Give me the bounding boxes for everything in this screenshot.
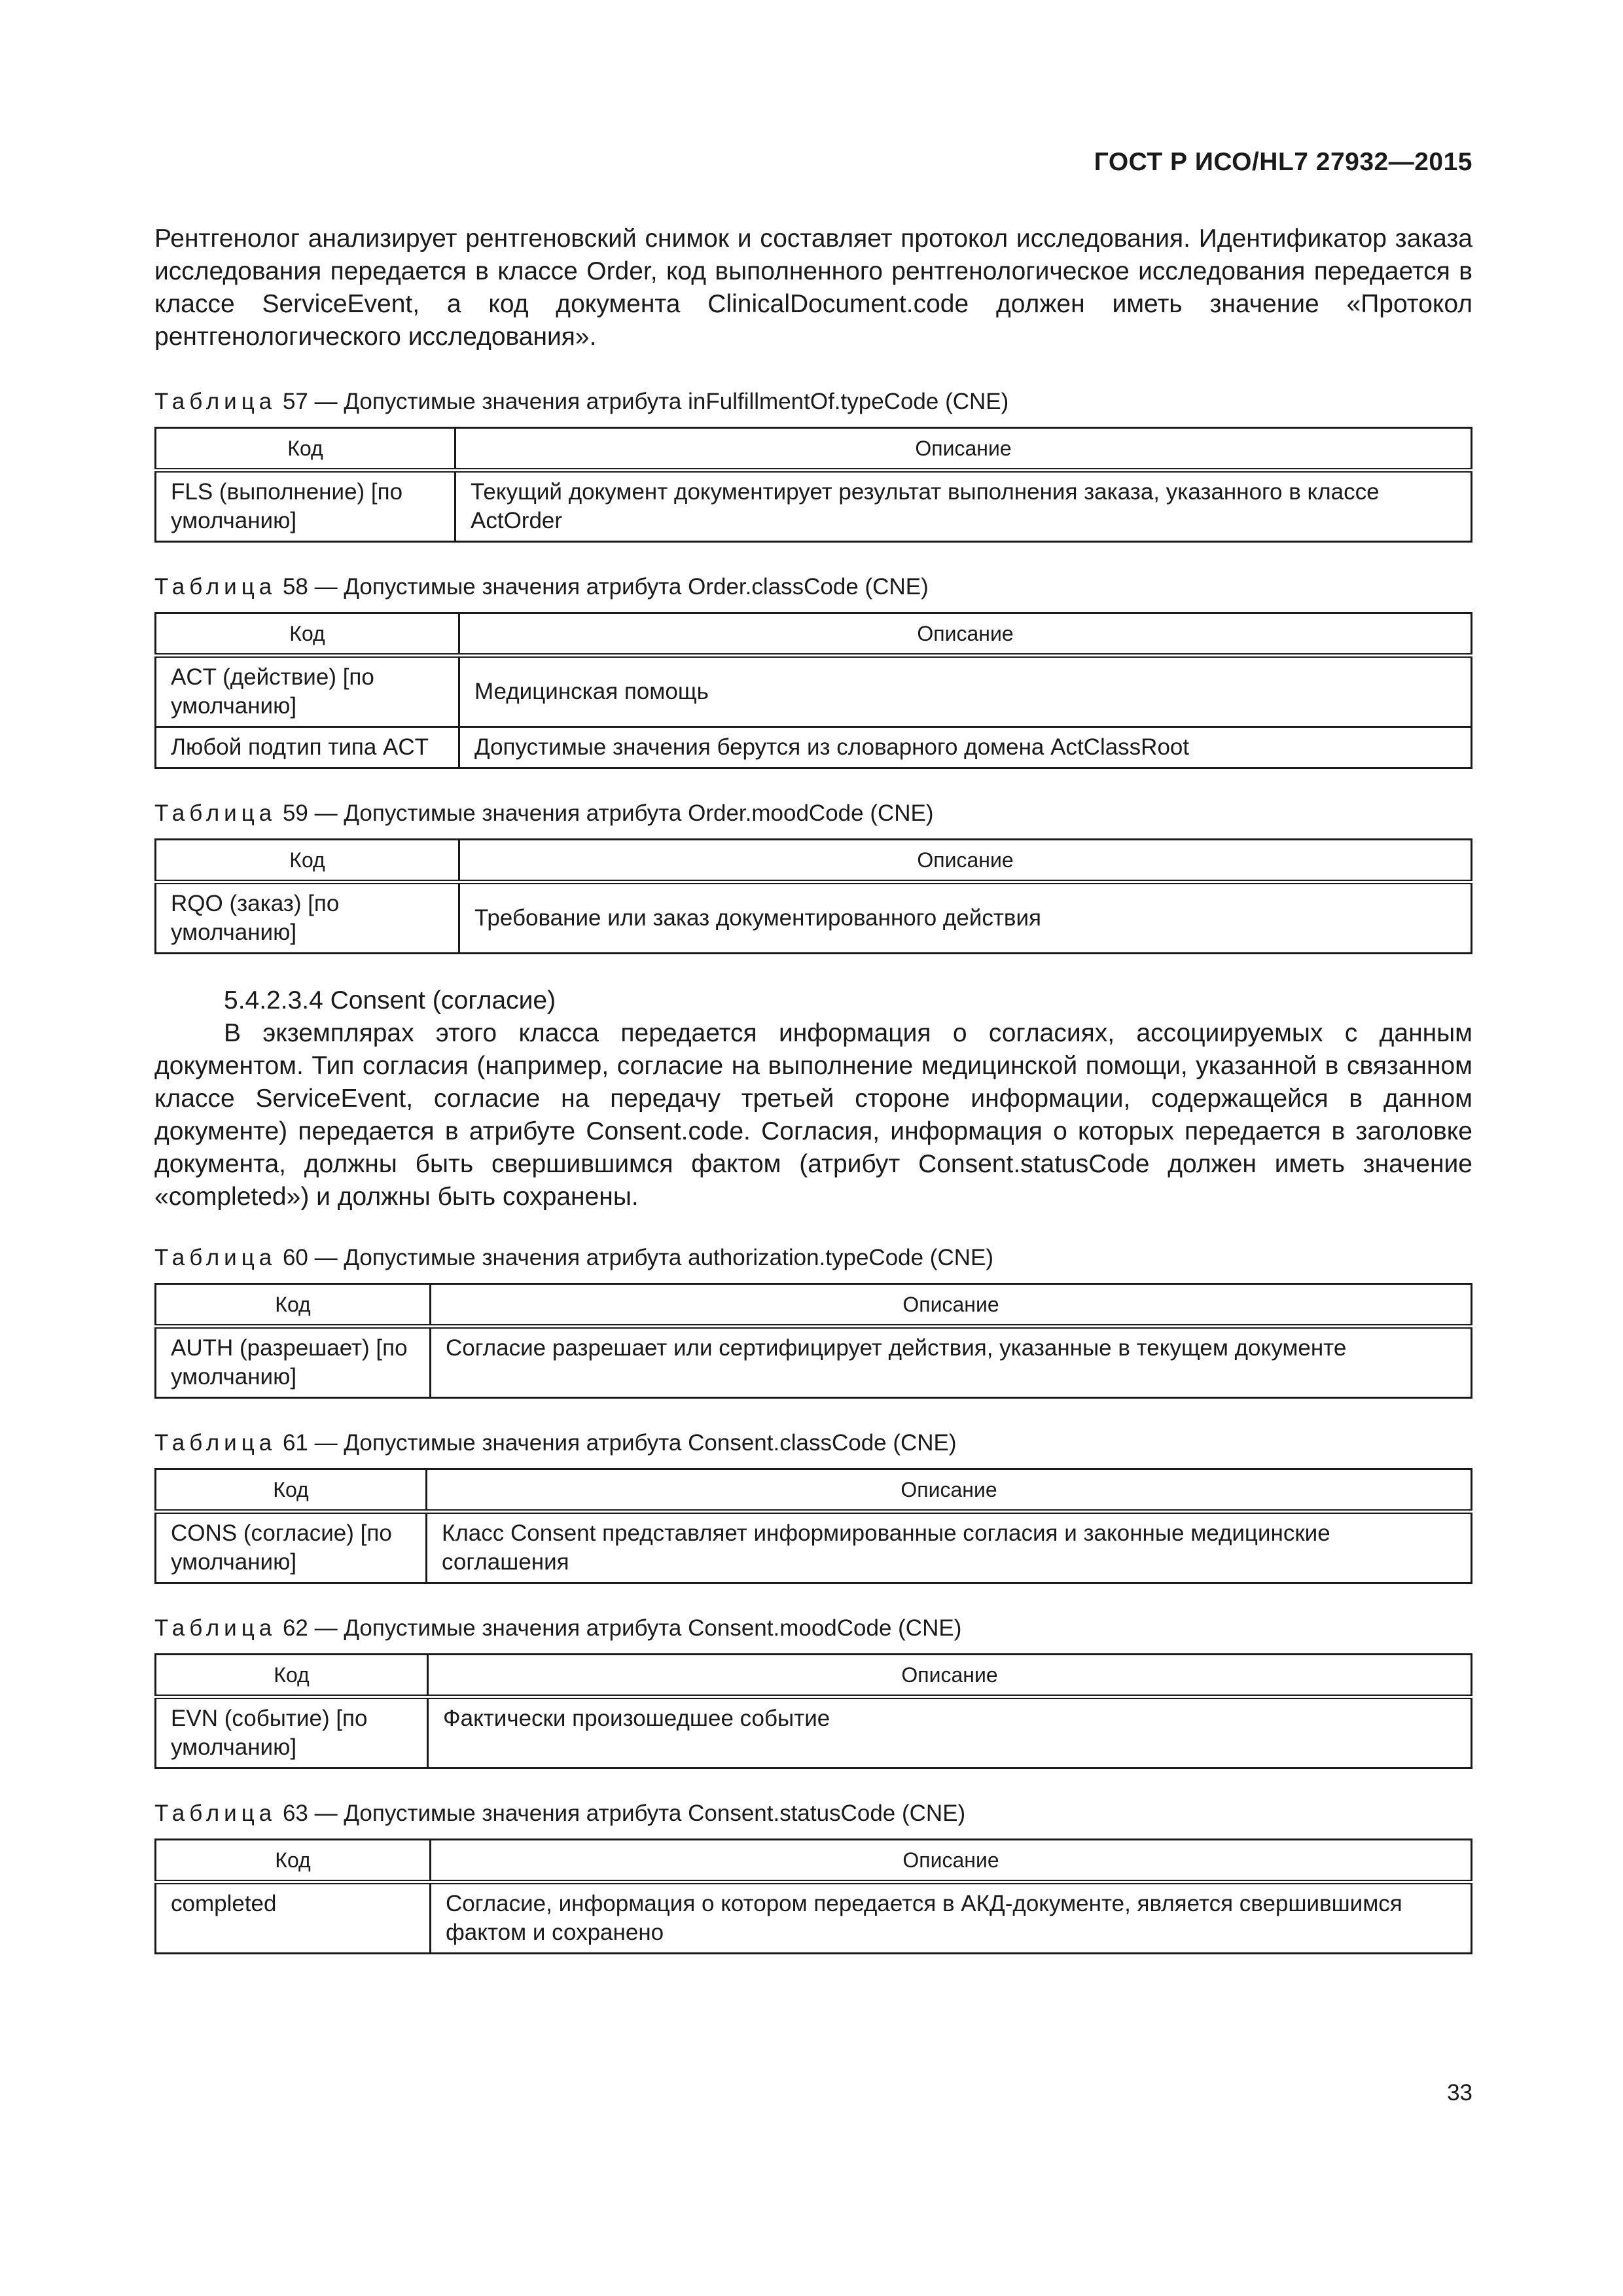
page-number: 33 xyxy=(1447,2080,1472,2106)
column-header-description: Описание xyxy=(459,613,1472,656)
table-59-caption xyxy=(154,799,1472,828)
column-header-description: Описание xyxy=(427,1469,1472,1512)
table-title: 62 — Допустимые значения атрибута Consent.moodCode (CNE) xyxy=(276,1615,962,1641)
table-61-caption xyxy=(154,1429,1472,1458)
cell-code: EVN (событие) [по умолчанию] xyxy=(156,1697,428,1768)
table-60 xyxy=(154,1283,1472,1399)
column-header-code: Код xyxy=(156,1840,431,1882)
table-label: Таблица xyxy=(154,1801,277,1826)
cell-code: AUTH (разрешает) [по умолчанию] xyxy=(156,1327,431,1398)
cell-description: Согласие разрешает или сертифицирует действия, указанные в текущем документе xyxy=(431,1327,1472,1398)
table-label: Таблица xyxy=(154,1615,277,1641)
table-label: Таблица xyxy=(154,1430,277,1456)
column-header-description: Описание xyxy=(455,428,1472,471)
document-code-header: ГОСТ Р ИСО/HL7 27932—2015 xyxy=(1094,148,1472,176)
column-header-code: Код xyxy=(156,1284,431,1327)
table-title: 60 — Допустимые значения атрибута authorization.typeCode (CNE) xyxy=(276,1245,994,1270)
column-header-description: Описание xyxy=(459,840,1472,882)
column-header-code: Код xyxy=(156,1655,428,1697)
table-title: 61 — Допустимые значения атрибута Consent.classCode (CNE) xyxy=(276,1430,957,1456)
cell-code: RQO (заказ) [по умолчанию] xyxy=(156,882,459,954)
cell-description: Требование или заказ документированного действия xyxy=(459,882,1472,954)
table-row xyxy=(156,1882,1472,1954)
table-header-row xyxy=(156,1840,1472,1882)
table-row xyxy=(156,1327,1472,1398)
table-57 xyxy=(154,427,1472,543)
column-header-code: Код xyxy=(156,428,455,471)
table-label: Таблица xyxy=(154,800,277,826)
table-header-row xyxy=(156,1469,1472,1512)
table-57-caption xyxy=(154,387,1472,416)
cell-code: completed xyxy=(156,1882,431,1954)
table-label: Таблица xyxy=(154,574,277,600)
table-row xyxy=(156,656,1472,727)
table-label: Таблица xyxy=(154,1245,277,1270)
table-header-row xyxy=(156,428,1472,471)
column-header-code: Код xyxy=(156,1469,427,1512)
table-63-caption xyxy=(154,1799,1472,1828)
cell-code: ACT (действие) [по умолчанию] xyxy=(156,656,459,727)
table-59 xyxy=(154,838,1472,954)
table-62 xyxy=(154,1653,1472,1769)
table-header-row xyxy=(156,613,1472,656)
intro-paragraph: Рентгенолог анализирует рентгеновский снимок и составляет протокол исследования. Идентификатор заказа исследования передается в классе Order, код выполненного рентгенологическое исследования передается в классе ServiceEvent, а код документа ClinicalDocument.code должен иметь значение «Протокол рентгенологического исследования». xyxy=(154,224,1472,351)
table-title: 59 — Допустимые значения атрибута Order.moodCode (CNE) xyxy=(276,800,934,826)
table-row xyxy=(156,1512,1472,1583)
column-header-code: Код xyxy=(156,840,459,882)
table-label: Таблица xyxy=(154,389,277,414)
table-61 xyxy=(154,1468,1472,1584)
cell-code: CONS (согласие) [по умолчанию] xyxy=(156,1512,427,1583)
cell-code: FLS (выполнение) [по умолчанию] xyxy=(156,471,455,542)
table-header-row xyxy=(156,1655,1472,1697)
table-title: 63 — Допустимые значения атрибута Consent.statusCode (CNE) xyxy=(276,1801,966,1826)
table-62-caption xyxy=(154,1614,1472,1643)
cell-description: Текущий документ документирует результат выполнения заказа, указанного в классе ActOrder xyxy=(455,471,1472,542)
table-row xyxy=(156,727,1472,768)
table-row xyxy=(156,882,1472,954)
cell-description: Медицинская помощь xyxy=(459,656,1472,727)
table-58 xyxy=(154,612,1472,769)
cell-description: Согласие, информация о котором передается в АКД-документе, является свершившимся фактом и сохранено xyxy=(431,1882,1472,1954)
table-title: 58 — Допустимые значения атрибута Order.classCode (CNE) xyxy=(276,574,929,600)
column-header-description: Описание xyxy=(431,1840,1472,1882)
table-row xyxy=(156,471,1472,542)
page-content xyxy=(154,223,1472,1954)
section-heading: 5.4.2.3.4 Consent (согласие) xyxy=(224,986,556,1014)
table-60-caption xyxy=(154,1244,1472,1272)
cell-description: Фактически произошедшее событие xyxy=(428,1697,1472,1768)
table-58-caption xyxy=(154,573,1472,601)
table-row xyxy=(156,1697,1472,1768)
cell-description: Допустимые значения берутся из словарного домена ActClassRoot xyxy=(459,727,1472,768)
table-title: 57 — Допустимые значения атрибута inFulfillmentOf.typeCode (CNE) xyxy=(276,389,1009,414)
table-header-row xyxy=(156,840,1472,882)
section-paragraph: В экземплярах этого класса передается информация о согласиях, ассоциируемых с данным документом. Тип согласия (например, согласие на выполнение медицинской помощи, указанной в связанном классе ServiceEvent, согласие на передачу третьей стороне информации, содержащейся в данном документе) передается в атрибуте Consent.code. Согласия, информация о которых передается в заголовке документа, должны быть свершившимся фактом (атрибут Consent.statusCode должен иметь значение «completed») и должны быть сохранены. xyxy=(154,1019,1472,1211)
table-header-row xyxy=(156,1284,1472,1327)
cell-code: Любой подтип типа ACT xyxy=(156,727,459,768)
column-header-description: Описание xyxy=(428,1655,1472,1697)
cell-description: Класс Consent представляет информированные согласия и законные медицинские соглашения xyxy=(427,1512,1472,1583)
table-63 xyxy=(154,1839,1472,1954)
column-header-description: Описание xyxy=(431,1284,1472,1327)
column-header-code: Код xyxy=(156,613,459,656)
